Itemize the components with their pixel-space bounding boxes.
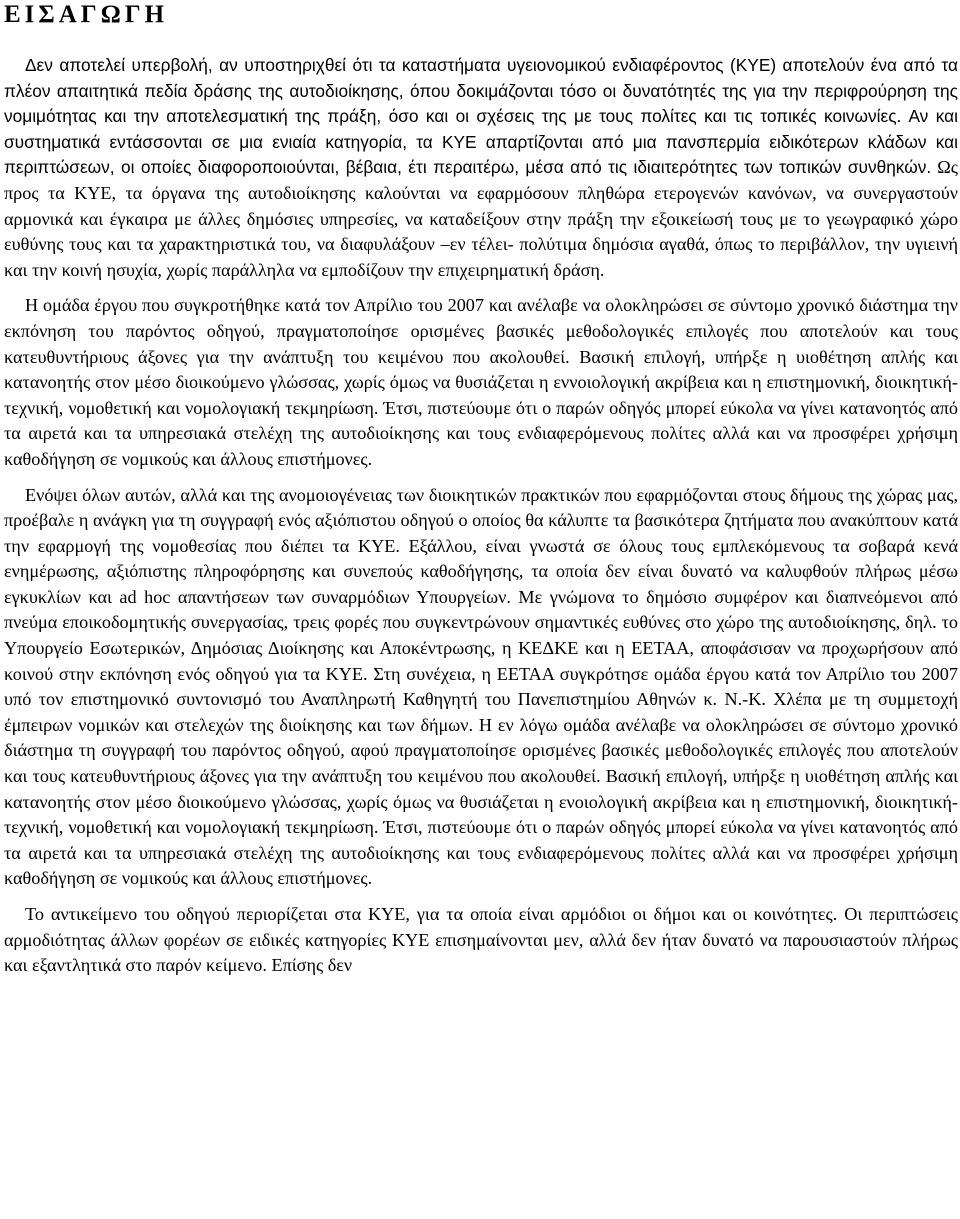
paragraph-background: Ενόψει όλων αυτών, αλλά και της ανομοιογένειας των διοικητικών πρακτικών που εφαρμόζονται στους δήμους της χώρας μας, προέβαλε η ανάγκη για τη συγγραφή ενός αξιόπιστου οδηγού ο οποίος θα κάλυπτε τα βασικότερα ζητήματα που ανακύπτουν κατά την εφαρμογή της νομοθεσίας που διέπει τα ΚΥΕ. Εξάλλου, είναι γνωστά σε όλους τους εμπλεκόμενους τα σοβαρά κενά ενημέρωσης, αξιόπιστης πληροφόρησης και συνεπούς καθοδήγησης, τα οποία δεν είναι δυνατό να καλυφθούν πλήρως μέσω εγκυκλίων και ad hoc απαντήσεων των συναρμόδιων Υπουργείων. Με γνώμονα το δημόσιο συμφέρον και διαπνεόμενοι από πνεύμα εποικοδομητικής συνεργασίας, τρεις φορές που συγκεντρώνουν σημαντικές ευθύνες στο χώρο της αυτοδιοίκησης, δηλ. το Υπουργείο Εσωτερικών, Δημόσιας Διοίκησης και Αποκέντρωσης, η ΚΕΔΚΕ και η ΕΕΤΑΑ, αποφάσισαν να προχωρήσουν από κοινού στην εκπόνηση ενός οδηγού για τα ΚΥΕ. Στη συνέχεια, η ΕΕΤΑΑ συγκρότησε ομάδα έργου κατά τον Απρίλιο του 2007 υπό τον επιστημονικό συντονισμό του Αναπληρωτή Καθηγητή του Πανεπιστημίου Αθηνών κ. Ν.-Κ. Χλέπα με τη συμμετοχή έμπειρων νομικών και στελεχών της διοίκησης και των δήμων. Η εν λόγω ομάδα ανέλαβε να ολοκληρώσει σε σύντομο χρονικό διάστημα τη συγγραφή του παρόντος οδηγού, αφού πραγματοποίησε ορισμένες βασικές μεθοδολογικές επιλογές που αποτελούν και τους κατευθυντήριους άξονες για την ανάπτυξη του κειμένου που ακολουθεί. Βασική επιλογή, υπήρξε η υιοθέτηση απλής και κατανοητής στον μέσο διοικούμενο γλώσσας, χωρίς όμως να θυσιάζεται η ενοιολογική ακρίβεια και η επιστημονική, διοικητική-τεχνική, νομοθετική και νομολογιακή τεκμηρίωση. Έτσι, πιστεύουμε ότι ο παρών οδηγός μπορεί εύκολα να γίνει κατανοητός από τα αιρετά και τα υπηρεσιακά στελέχη της αυτοδιοίκησης και τους ενδιαφερόμενους πολίτες αλλά και να προσφέρει χρήσιμη καθοδήγηση σε νομικούς και άλλους επιστήμονες. — [4, 484, 958, 889]
paragraph-intro-part-1: Δεν αποτελεί υπερβολή, αν υποστηριχθεί ότι τα καταστήματα υγειονομικού ενδιαφέροντος (ΚΥΕ) αποτελούν ένα από τα πλέον απαιτητικά πεδία δράσης της αυτοδιοίκησης, όπου δοκιμάζονται τόσο οι δυνατότητές της για την περιφρούρηση της νομιμότητας και την αποτελεσματική της πράξη, όσο και οι σχέσεις της με τους πολίτες και τις τοπικές κοινωνίες. — [4, 55, 958, 127]
paragraph-project-team: Η ομάδα έργου που συγκροτήθηκε κατά τον Απρίλιο του 2007 και ανέλαβε να ολοκληρώσει σε σύντομο χρονικό διάστημα την εκπόνηση του παρόντος οδηγού, πραγματοποίησε ορισμένες βασικές μεθοδολογικές επιλογές που αποτελούν και τους κατευθυντήριους άξονες για την ανάπτυξη του κειμένου που ακολουθεί. Βασική επιλογή, υπήρξε η υιοθέτηση απλής και κατανοητής στον μέσο διοικούμενο γλώσσας, χωρίς όμως να θυσιάζεται η εννοιολογική ακρίβεια και η επιστημονική, διοικητική-τεχνική, νομοθετική και νομολογιακή τεκμηρίωση. Έτσι, πιστεύουμε ότι ο παρών οδηγός μπορεί εύκολα να γίνει κατανοητός από τα αιρετά και τα υπηρεσιακά στελέχη της αυτοδιοίκησης και τους ενδιαφερόμενους πολίτες αλλά και να προσφέρει χρήσιμη καθοδήγηση σε νομικούς και άλλους επιστήμονες. — [4, 295, 958, 469]
page-title: ΕΙΣΑΓΩΓΗ — [4, 1, 169, 28]
paragraph-intro-part-2: Αν και συστηματικά εντάσσονται σε μια ενιαία κατηγορία, τα ΚΥΕ απαρτίζονται από μια πανσπερμία ειδικότερων κλάδων και περιπτώσεων, οι οποίες διαφοροποιούνται, βέβαια, έτι περαιτέρω, μέσα από τις ιδιαιτερότητες των τοπικών συνθηκών. — [4, 106, 958, 178]
paragraph-scope: Το αντικείμενο του οδηγού περιορίζεται στα ΚΥΕ, για τα οποία είναι αρμόδιοι οι δήμοι και οι κοινότητες. Οι περιπτώσεις αρμοδιότητας άλλων φορέων σε ειδικές κατηγορίες ΚΥΕ επισημαίνονται μεν, αλλά δεν ήταν δυνατό να παρουσιαστούν πλήρως και εξαντλητικά στο παρόν κείμενο. Επίσης δεν — [4, 904, 958, 976]
paragraph-intro — [4, 53, 958, 283]
paragraph-intro-part-3: Ως προς τα ΚΥΕ, τα όργανα της αυτοδιοίκησης καλούνται να εφαρμόσουν πληθώρα ετερογενών κανόνων, να συνεργαστούν αρμονικά και έγκαιρα με άλλες δημόσιες υπηρεσίες, να καταδείξουν στην πράξη την εξοικείωσή τους με το γεωγραφικό χώρο ευθύνης τους και τα χαρακτηριστικά του, να διαφυλάξουν –εν τέλει- πολύτιμα δημόσια αγαθά, όπως το περιβάλλον, την υγιεινή και την κοινή ησυχία, χωρίς παράλληλα να εμποδίζουν την επιχειρηματική δράση. — [4, 157, 958, 280]
